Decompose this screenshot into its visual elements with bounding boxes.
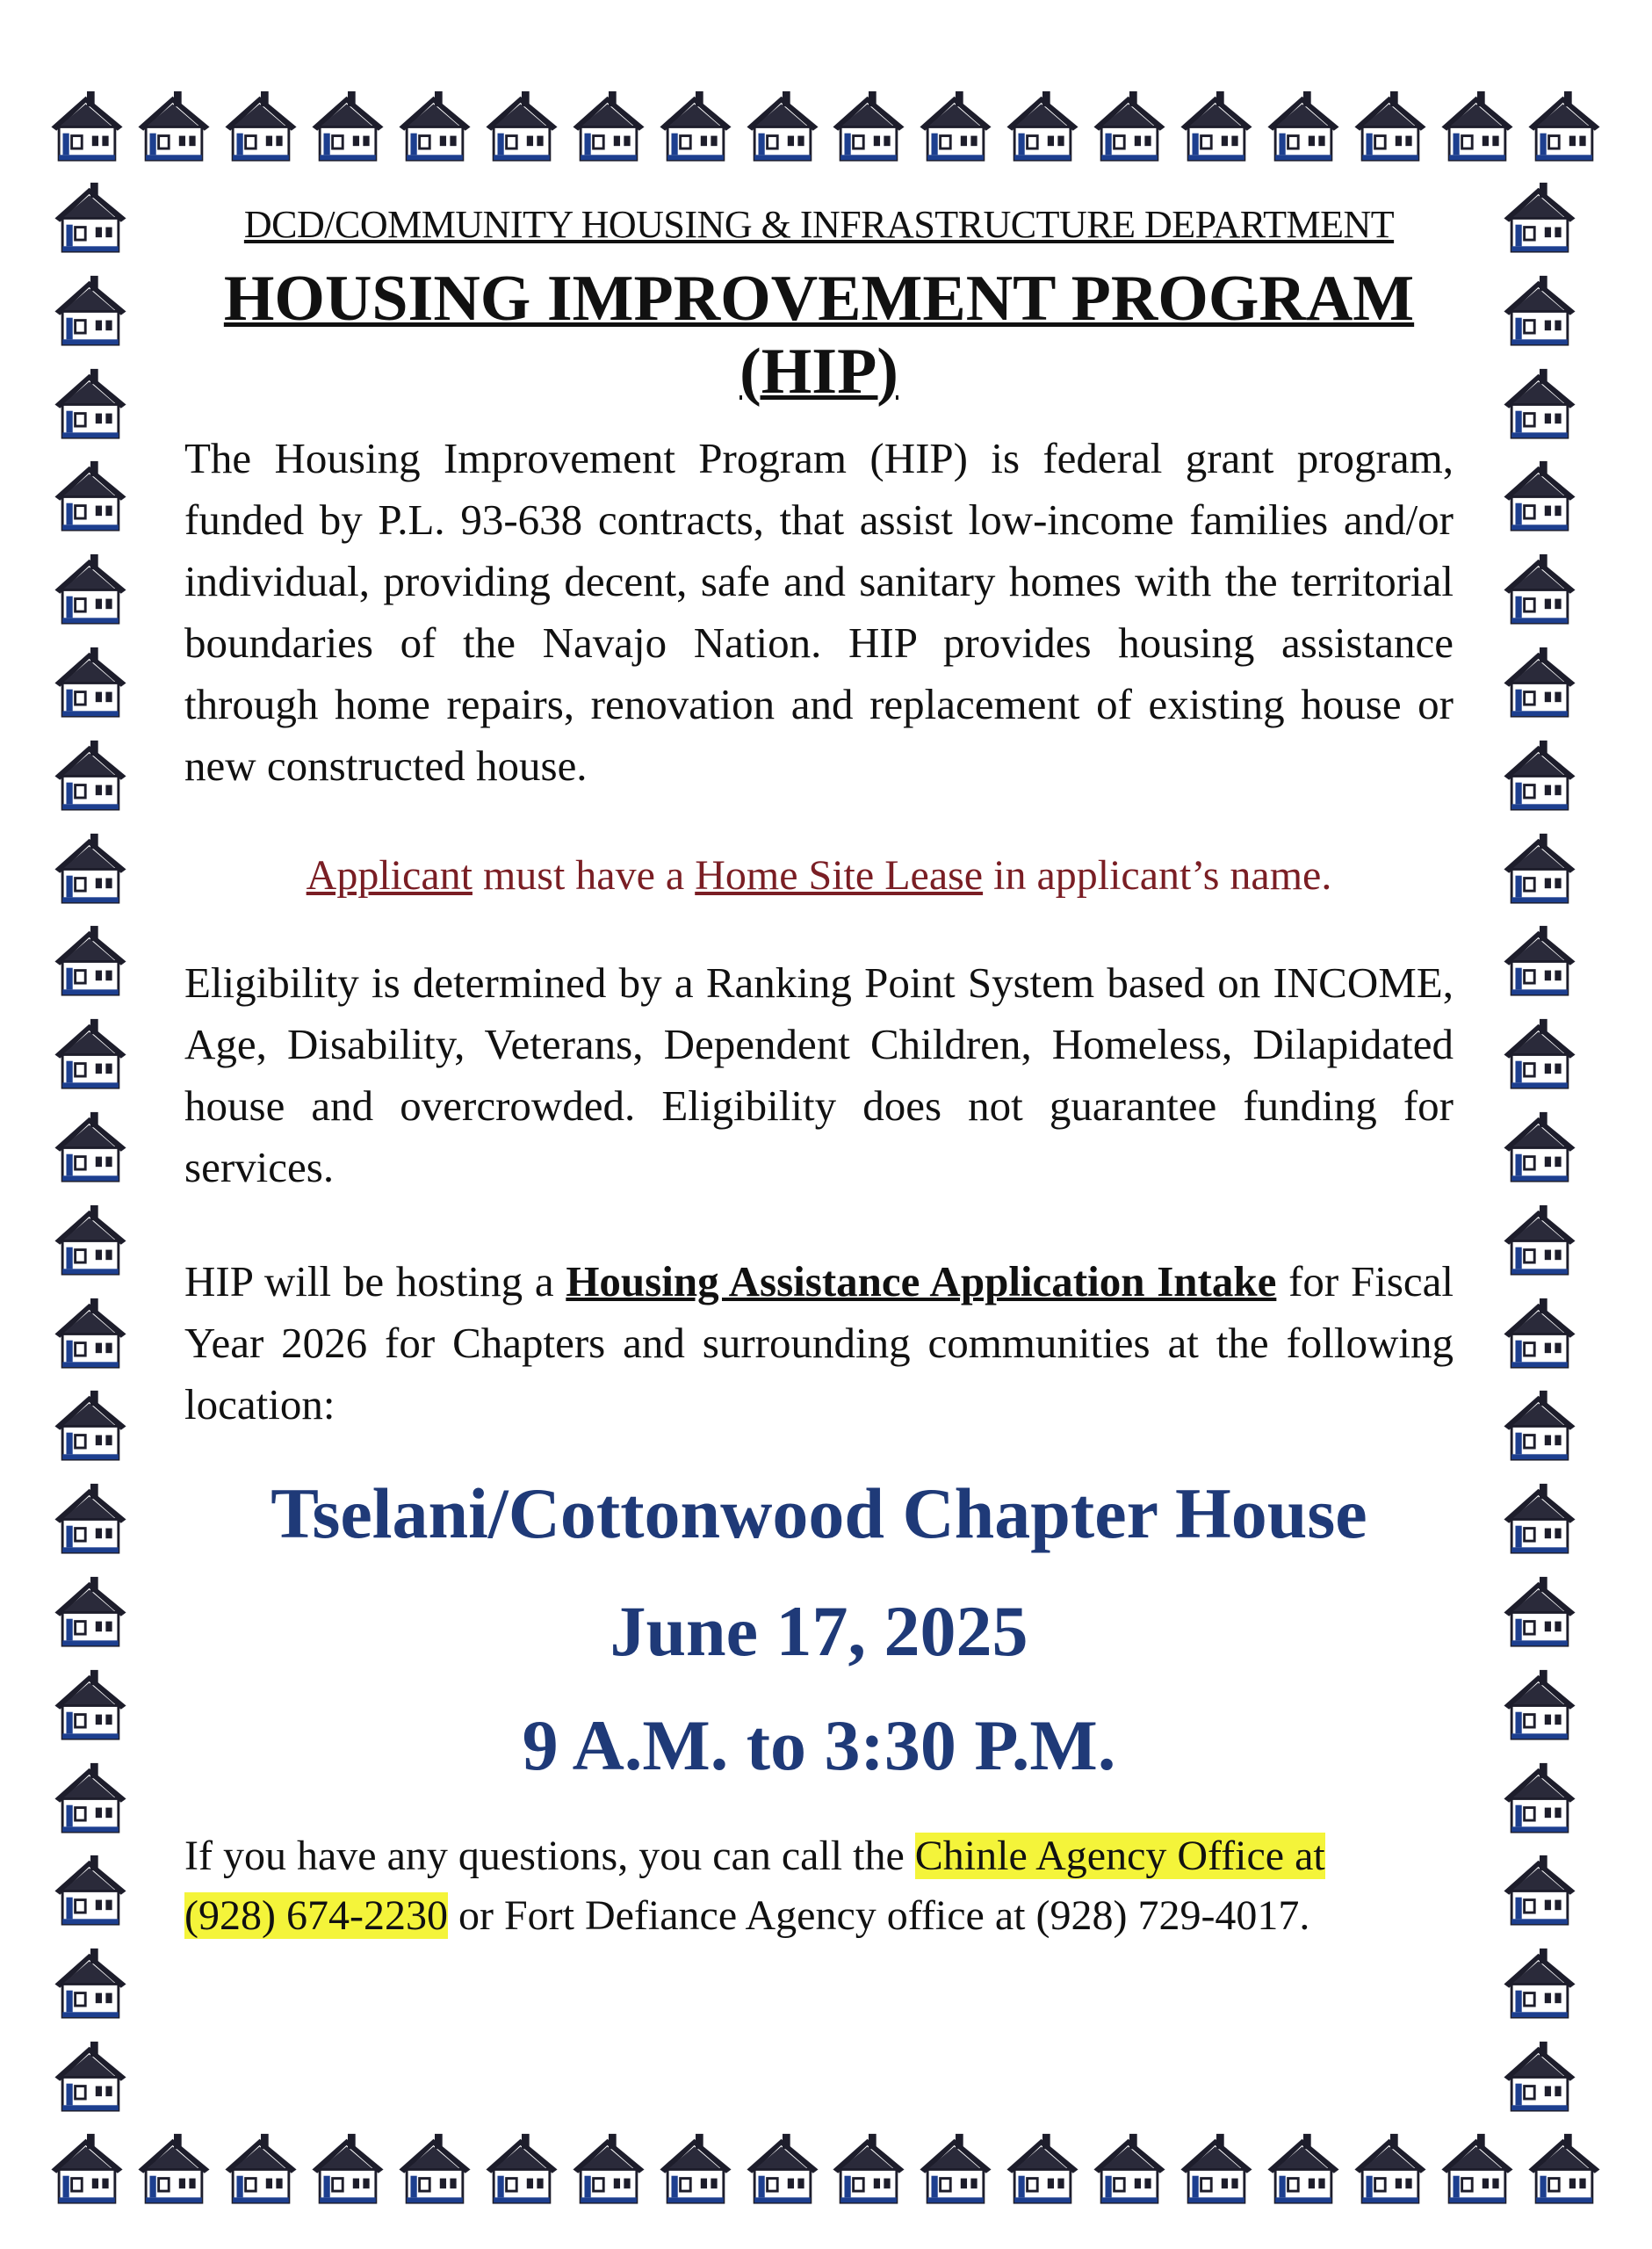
house-icon [1501,1667,1578,1741]
house-icon [1501,1388,1578,1462]
house-icon [1265,2131,1342,2205]
house-icon [1004,2131,1081,2205]
program-title-line1: HOUSING IMPROVEMENT PROGRAM [223,263,1415,335]
house-icon [1501,923,1578,997]
house-icon [1501,645,1578,719]
event-location: Tselani/Cottonwood Chapter House [271,1472,1367,1553]
house-icon [917,89,994,163]
house-icon [52,366,129,440]
house-icon [1526,89,1603,163]
house-icon [744,2131,821,2205]
house-icon [135,2131,213,2205]
house-icon [744,89,821,163]
house-icon [570,2131,647,2205]
house-border-bottom [48,2126,1603,2205]
house-icon [52,1481,129,1555]
house-icon [1178,2131,1255,2205]
house-icon [1501,738,1578,812]
requirement-home-site-lease: Home Site Lease [695,851,984,899]
house-icon [52,645,129,719]
eligibility-paragraph: Eligibility is determined by a Ranking Point System based on INCOME, Age, Disability, Veterans, Dependent Children, Homeless, Dilapidated house and overcrowded. Eligibility does not guarantee funding for services. [184,958,1454,1191]
contact-after: or Fort Defiance Agency office at (928) 729-4017. [447,1891,1310,1939]
house-icon [52,552,129,626]
house-icon [1501,552,1578,626]
house-icon [52,180,129,254]
house-icon [135,89,213,163]
house-icon [52,1574,129,1648]
contact-before: If you have any questions, you can call the [184,1832,915,1879]
house-icon [1526,2131,1603,2205]
contact-chinle-phone: (928) 674-2230 [184,1891,448,1939]
house-icon [396,2131,473,2205]
house-icon [1501,1296,1578,1370]
house-icon [830,2131,907,2205]
house-icon [1439,89,1516,163]
event-date: June 17, 2025 [610,1591,1028,1672]
house-border-left [48,180,132,2113]
event-time: 9 A.M. to 3:30 P.M. [522,1705,1116,1786]
house-icon [1501,831,1578,905]
house-icon [52,1946,129,2020]
house-icon [483,89,560,163]
house-icon [1501,1110,1578,1183]
house-icon [52,1203,129,1276]
house-icon [1501,273,1578,347]
house-icon [1501,459,1578,532]
department-heading: DCD/COMMUNITY HOUSING & INFRASTRUCTURE DEPARTMENT [243,203,1395,246]
house-border-top [48,83,1603,163]
flyer-content [184,202,1454,1988]
house-icon [1501,1946,1578,2020]
house-icon [1178,89,1255,163]
intake-before: HIP will be hosting a [184,1256,566,1305]
house-icon [1501,1574,1578,1648]
house-icon [52,1296,129,1370]
house-icon [1501,1853,1578,1927]
requirement-text2: in applicant’s name. [983,851,1332,899]
house-icon [48,2131,126,2205]
house-icon [1004,89,1081,163]
requirement-text1: must have a [472,851,696,899]
house-border-right [1497,180,1581,2113]
house-icon [1091,2131,1168,2205]
intake-after: for Fiscal Year 2026 for Chapters and surrounding communities at the following location: [184,1256,1454,1428]
house-icon [830,89,907,163]
house-icon [52,1761,129,1834]
house-icon [483,2131,560,2205]
house-icon [52,1853,129,1927]
program-title [184,263,1454,409]
house-icon [1501,2039,1578,2113]
requirement-applicant: Applicant [306,851,473,899]
intake-paragraph [184,1251,1454,1435]
house-icon [309,2131,386,2205]
intro-paragraph: The Housing Improvement Program (HIP) is federal grant program, funded by P.L. 93-638 contracts, that assist low-income families and/or individual, providing decent, safe and sanitary homes with the territorial boundaries of the Navajo Nation. HIP provides housing assistance through home repairs, renovation and replacement of existing house or new constructed house. [184,433,1454,790]
house-icon [309,89,386,163]
house-icon [1439,2131,1516,2205]
house-icon [1501,1761,1578,1834]
house-icon [52,738,129,812]
house-icon [1501,366,1578,440]
house-icon [657,89,734,163]
house-icon [222,89,299,163]
contact-paragraph [184,1826,1454,1946]
house-icon [1352,89,1429,163]
house-icon [1501,1016,1578,1090]
house-icon [1501,1203,1578,1276]
program-title-line2: (HIP) [739,335,898,408]
house-icon [1501,1481,1578,1555]
house-icon [52,923,129,997]
intake-emphasis: Housing Assistance Application Intake [566,1256,1277,1305]
house-icon [52,273,129,347]
house-icon [1352,2131,1429,2205]
contact-chinle-office: Chinle Agency Office at [914,1832,1325,1879]
house-icon [52,1016,129,1090]
house-icon [52,1388,129,1462]
house-icon [570,89,647,163]
house-icon [52,2039,129,2113]
house-icon [1091,89,1168,163]
house-icon [222,2131,299,2205]
house-icon [48,89,126,163]
house-icon [1265,89,1342,163]
house-icon [396,89,473,163]
house-icon [657,2131,734,2205]
house-icon [52,459,129,532]
house-icon [52,1667,129,1741]
house-icon [1501,180,1578,254]
house-icon [52,1110,129,1183]
house-icon [52,831,129,905]
requirement-line [184,851,1454,900]
house-icon [917,2131,994,2205]
